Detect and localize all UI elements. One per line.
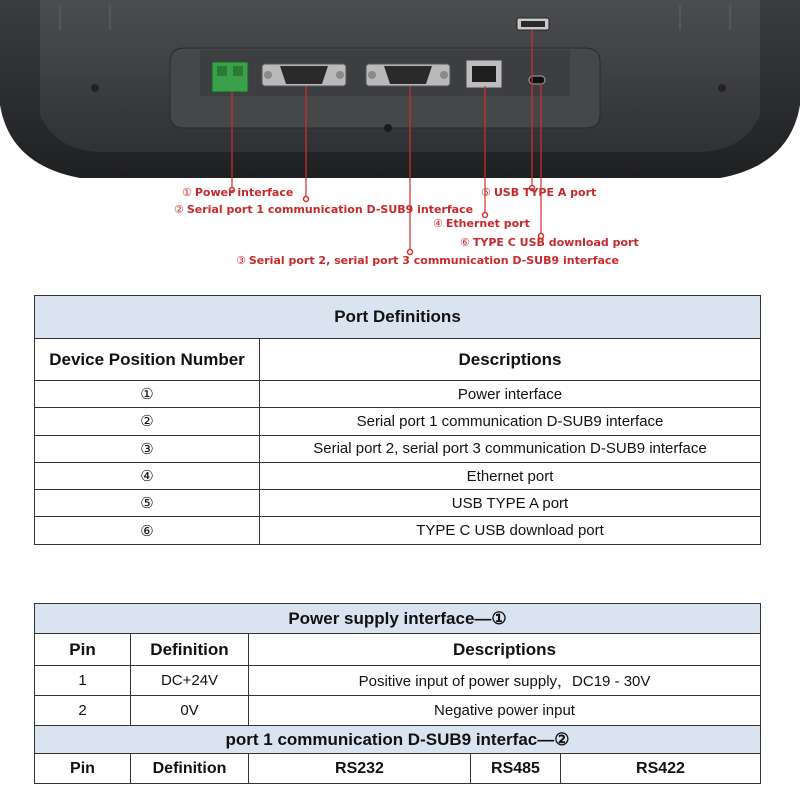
port-description: Ethernet port — [260, 462, 761, 489]
callout-serial1: ② Serial port 1 communication D-SUB9 interface — [174, 203, 474, 216]
pin-number: 2 — [35, 696, 131, 726]
port-description: Power interface — [260, 381, 761, 408]
table-row — [35, 490, 761, 517]
col-header-rs232: RS232 — [249, 754, 471, 784]
pin-definition: 0V — [131, 696, 249, 726]
table-row — [35, 381, 761, 408]
callout-serial23: ③ Serial port 2, serial port 3 communication D-SUB9 interface — [236, 254, 619, 267]
port-description: TYPE C USB download port — [260, 517, 761, 544]
port-description: USB TYPE A port — [260, 490, 761, 517]
power-supply-table — [34, 603, 761, 784]
power-table-title: Power supply interface—① — [35, 604, 761, 634]
position-number: ② — [35, 408, 260, 435]
position-number: ① — [35, 381, 260, 408]
port-table-title: Port Definitions — [35, 296, 761, 339]
position-number: ⑤ — [35, 490, 260, 517]
col-header-rs422: RS422 — [561, 754, 761, 784]
col-header-position: Device Position Number — [35, 339, 260, 381]
col-header-pin: Pin — [35, 754, 131, 784]
port-description: Serial port 1 communication D-SUB9 interface — [260, 408, 761, 435]
serial-table-title: port 1 communication D-SUB9 interfac—② — [35, 726, 761, 754]
device-illustration — [0, 0, 800, 180]
pin-number: 1 — [35, 666, 131, 696]
callout-power: ① Power interface — [182, 186, 294, 199]
callout-ethernet: ④ Ethernet port — [433, 217, 530, 230]
pin-description: Positive input of power supply，DC19 - 30V — [249, 666, 761, 696]
callout-type-c: ⑥ TYPE C USB download port — [460, 236, 639, 249]
callout-usb-a: ⑤ USB TYPE A port — [481, 186, 597, 199]
position-number: ④ — [35, 462, 260, 489]
col-header-definition: Definition — [131, 634, 249, 666]
port-definitions-table — [34, 295, 761, 545]
table-row — [35, 696, 761, 726]
table-row — [35, 435, 761, 462]
pin-definition: DC+24V — [131, 666, 249, 696]
table-row — [35, 517, 761, 544]
pin-description: Negative power input — [249, 696, 761, 726]
position-number: ⑥ — [35, 517, 260, 544]
col-header-descriptions: Descriptions — [260, 339, 761, 381]
callout-leaders — [0, 180, 800, 260]
table-row — [35, 462, 761, 489]
col-header-rs485: RS485 — [471, 754, 561, 784]
col-header-pin: Pin — [35, 634, 131, 666]
col-header-descriptions: Descriptions — [249, 634, 761, 666]
col-header-definition: Definition — [131, 754, 249, 784]
table-row — [35, 666, 761, 696]
port-description: Serial port 2, serial port 3 communication D-SUB9 interface — [260, 435, 761, 462]
device-rear-photo — [0, 0, 800, 180]
table-row — [35, 408, 761, 435]
position-number: ③ — [35, 435, 260, 462]
